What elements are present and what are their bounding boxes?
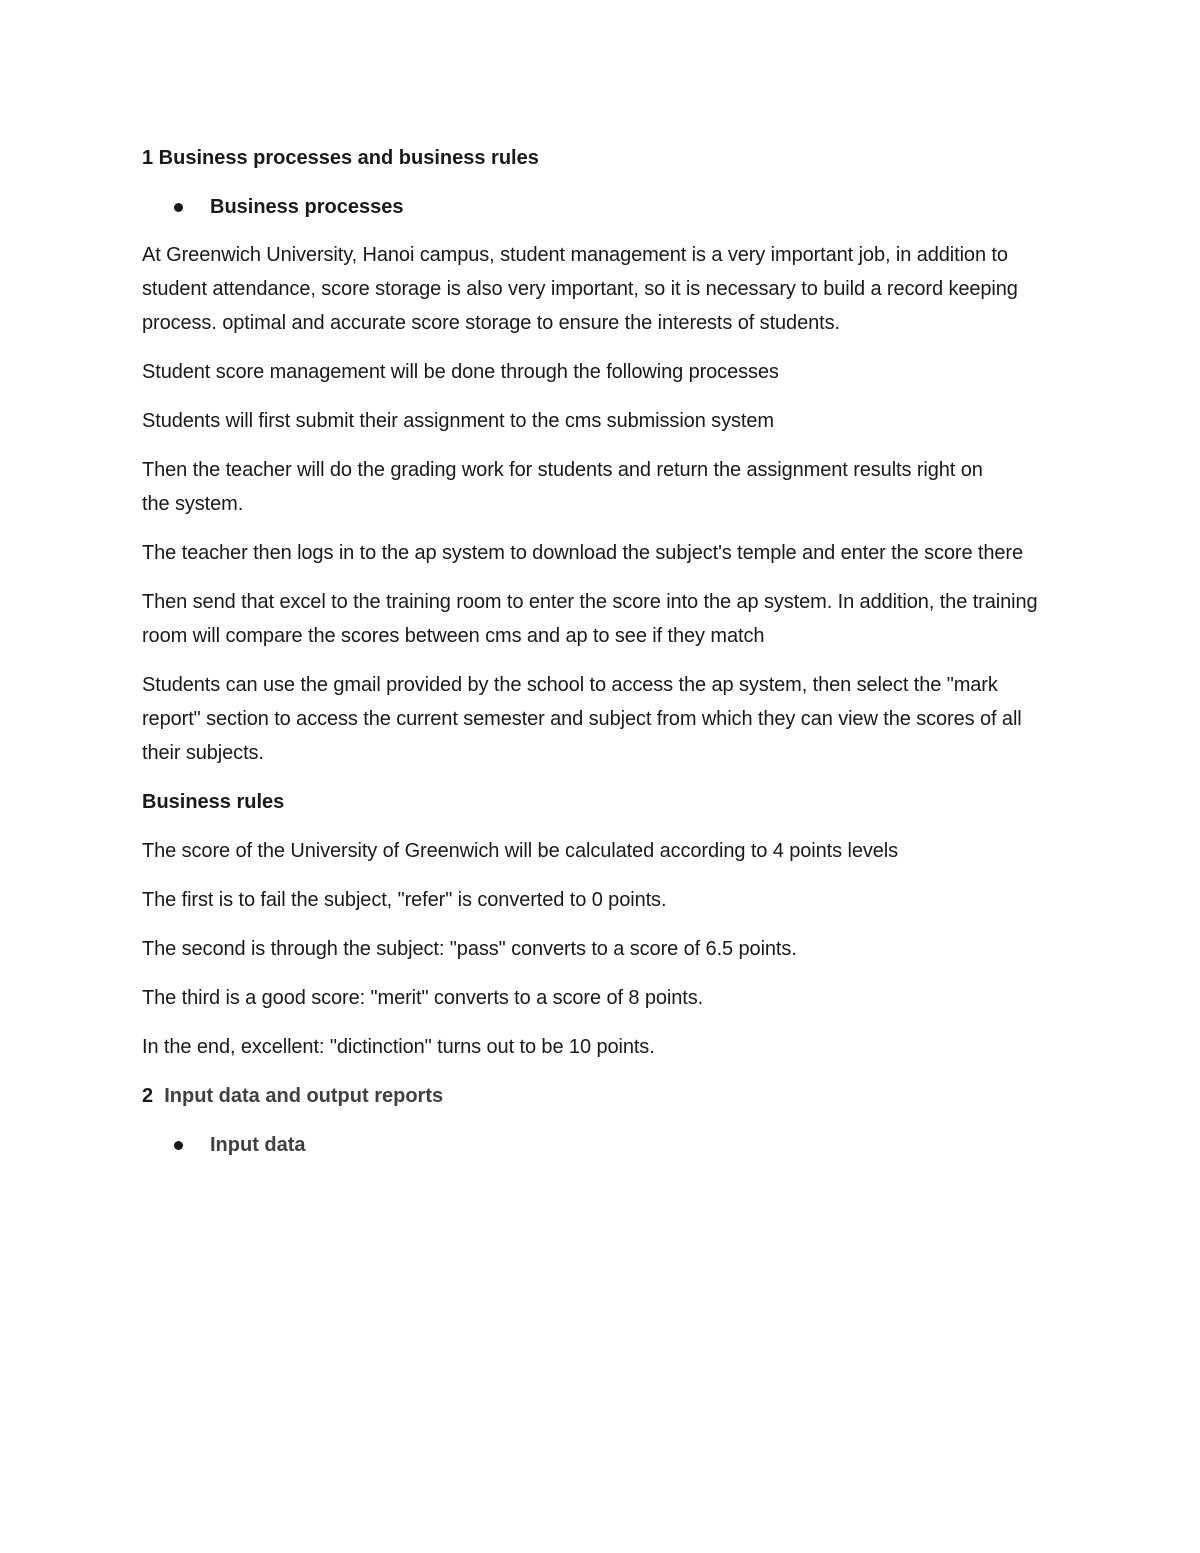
paragraph: Then the teacher will do the grading work for students and return the assignment results right on the system. <box>142 459 983 515</box>
section-1-heading: 1 Business processes and business rules <box>142 147 539 169</box>
bullet-business-processes <box>142 190 1072 224</box>
rule-line: The score of the University of Greenwich will be calculated according to 4 points levels <box>142 840 899 862</box>
section-2-title: Input data and output reports <box>164 1085 444 1107</box>
bullet-label: Input data <box>210 1134 306 1156</box>
bullet-icon <box>174 203 183 212</box>
bullet-input-data <box>142 1128 1072 1162</box>
section-2-heading <box>142 1079 1072 1113</box>
bullet-label: Business processes <box>210 196 404 218</box>
rule-line: The third is a good score: "merit" converts to a score of 8 points. <box>142 987 704 1009</box>
paragraph: Student score management will be done through the following processes <box>142 361 779 383</box>
rule-line: The first is to fail the subject, "refer" is converted to 0 points. <box>142 889 667 911</box>
business-rules-heading: Business rules <box>142 791 285 813</box>
paragraph: Then send that excel to the training room to enter the score into the ap system. In addition, the training room will compare the scores between cms and ap to see if they match <box>142 591 1038 647</box>
paragraph: The teacher then logs in to the ap system to download the subject's temple and enter the score there <box>142 542 1024 564</box>
paragraph: Students can use the gmail provided by the school to access the ap system, then select the "mark report" section to access the current semester and subject from which they can view the scores of all their subjects. <box>142 674 1022 764</box>
paragraph: At Greenwich University, Hanoi campus, student management is a very important job, in addition to student attendance, score storage is also very important, so it is necessary to build a record keeping process. optimal and accurate score storage to ensure the interests of students. <box>142 244 1018 334</box>
section-2-number: 2 <box>142 1085 154 1107</box>
document-body <box>142 141 1072 1177</box>
paragraph: Students will first submit their assignment to the cms submission system <box>142 410 774 432</box>
rule-line: The second is through the subject: "pass" converts to a score of 6.5 points. <box>142 938 797 960</box>
rule-line: In the end, excellent: "dictinction" turns out to be 10 points. <box>142 1036 655 1058</box>
bullet-icon <box>174 1141 183 1150</box>
